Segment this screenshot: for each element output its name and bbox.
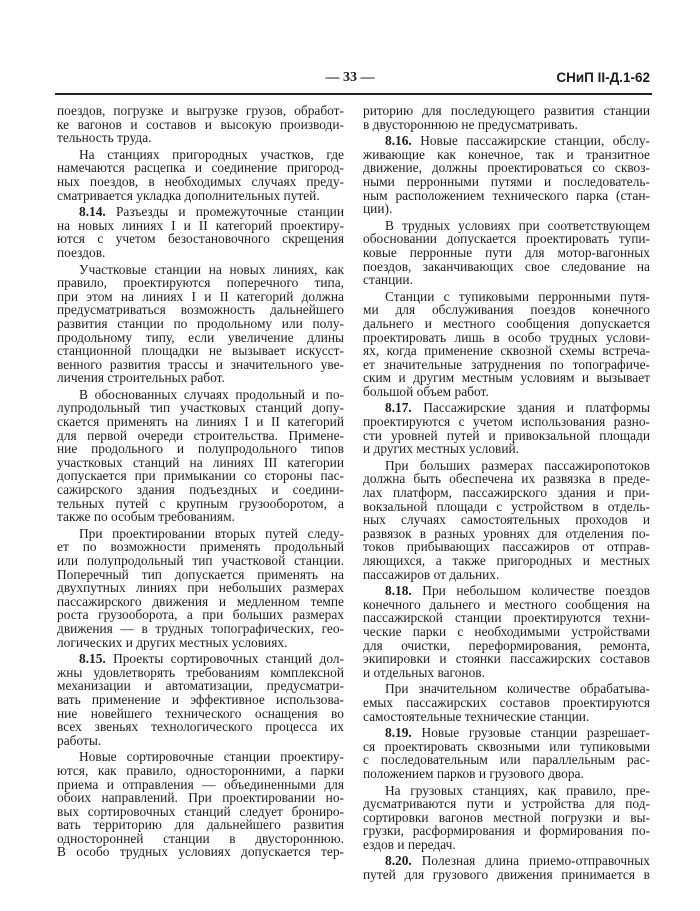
line-text: пассажиров от дальних. — [363, 566, 500, 582]
line-text: ет значительные затруднения по топографиче- — [363, 356, 650, 372]
line-text: ных поездов, в необходимых случаях преду- — [57, 173, 344, 189]
text-line — [57, 636, 344, 650]
line-text: большой объем работ. — [363, 383, 489, 399]
text-line — [363, 797, 650, 811]
section-paragraph — [363, 134, 650, 216]
line-text: ке вагонов и составов и высокую производи- — [57, 116, 344, 132]
text-line — [363, 611, 650, 625]
line-text: Проекты сортировочных станций дол- — [113, 651, 344, 667]
text-line — [57, 358, 344, 372]
line-text: поездов, погрузке и выгрузке грузов, обработ- — [57, 103, 344, 118]
line-text: Новые грузовые станции разрешает- — [421, 725, 650, 741]
line-text: вокзальной площади с устройством в отдель- — [363, 498, 650, 514]
text-line — [57, 442, 344, 456]
text-line — [363, 104, 650, 118]
text-line — [57, 845, 344, 859]
text-line — [363, 358, 650, 372]
text-line — [57, 189, 344, 203]
line-text: для очистки, переформирования, ремонта, — [363, 637, 650, 653]
line-text: обосновании допускается проектировать тупи- — [363, 231, 650, 247]
text-line — [57, 527, 344, 541]
text-line — [57, 317, 344, 331]
line-text: ных случаях самостоятельных проходов и — [363, 512, 650, 528]
paragraph — [363, 459, 650, 581]
section-number: 8.18. — [385, 583, 412, 599]
line-text: вать территорию для дальнейшего развития — [57, 817, 344, 833]
paragraph — [57, 388, 344, 524]
text-line — [57, 246, 344, 260]
line-text: На грузовых станциях, как правило, пре- — [385, 782, 650, 798]
line-text: пассажирского движения и медленном темпе — [57, 593, 344, 609]
text-line — [363, 838, 650, 852]
text-line — [363, 344, 650, 358]
text-line — [363, 682, 650, 696]
text-line — [363, 625, 650, 639]
text-line — [57, 148, 344, 162]
text-line — [363, 246, 650, 260]
page-number: — 33 — — [325, 70, 375, 85]
text-line — [57, 483, 344, 497]
paragraph — [363, 219, 650, 287]
line-text: ными перронными путями и последователь- — [363, 173, 650, 189]
line-text: поездов. — [57, 244, 106, 260]
text-line — [57, 415, 344, 429]
line-text: ми для обслуживания поездов конечного — [363, 302, 650, 318]
text-line — [363, 385, 650, 399]
line-text: ются, как правило, односторонними, а парки — [57, 762, 344, 778]
line-text: самостоятельные технические станции. — [363, 708, 590, 724]
text-line — [57, 175, 344, 189]
text-line — [57, 263, 344, 277]
text-line — [57, 581, 344, 595]
line-text: сортировки вагонов местной погрузки и вы- — [363, 809, 650, 825]
line-text: При значительном количестве обрабатыва- — [385, 681, 650, 697]
section-paragraph — [57, 652, 344, 747]
line-text: при этом на линиях I и II категорий должна — [57, 288, 344, 304]
line-text: ческие парки с необходимыми устройствами — [363, 623, 650, 639]
text-line — [363, 134, 650, 148]
text-line — [363, 652, 650, 666]
line-text: В трудных условиях при соответствующем — [385, 217, 650, 233]
line-text: токов прибывающих пассажиров от отправ- — [363, 539, 650, 555]
line-text: пассажирской станции проектируются техни- — [363, 610, 650, 626]
text-line — [57, 734, 344, 748]
section-number: 8.20. — [385, 853, 412, 869]
text-line — [57, 456, 344, 470]
document-code: СНиП II-Д.1-62 — [556, 70, 650, 85]
text-line — [57, 219, 344, 233]
section-paragraph — [363, 726, 650, 780]
line-text: или полупродольный тип участковой станции. — [57, 553, 344, 568]
header-rule — [55, 93, 652, 95]
text-line — [363, 854, 650, 868]
text-line — [57, 497, 344, 511]
text-line — [57, 652, 344, 666]
text-line — [57, 832, 344, 846]
text-line — [363, 429, 650, 443]
text-line — [363, 598, 650, 612]
text-line — [363, 415, 650, 429]
line-text: Участковые станции на новых линиях, как — [79, 261, 344, 277]
text-line — [363, 666, 650, 680]
line-text: поездов, заканчивающих свое следование на — [363, 258, 650, 274]
line-text: участковых станций на линиях III категории — [57, 454, 344, 470]
paragraph — [57, 527, 344, 649]
text-line — [57, 679, 344, 693]
line-text: намечаются расцепка и соединение пригород- — [57, 160, 344, 176]
text-line — [57, 805, 344, 819]
text-line — [363, 710, 650, 724]
line-text: ях, когда применение сквозной схемы встреча- — [363, 343, 650, 359]
text-line — [363, 554, 650, 568]
line-text: с последовательным или параллельным рас- — [363, 752, 650, 768]
line-text: всех звеньях технологического процесса их — [57, 719, 344, 735]
text-line — [363, 696, 650, 710]
line-text: риторию для последующего развития станции — [363, 103, 650, 118]
line-text: на новых линиях I и II категорий проектиру- — [57, 217, 344, 233]
text-line — [57, 764, 344, 778]
line-text: ся проектировать сквозными или тупиковыми — [363, 738, 650, 754]
line-text: односторонней станции в двустороннюю. — [57, 830, 344, 846]
text-line — [57, 608, 344, 622]
line-text: В особо трудных условиях допускается тер- — [57, 844, 344, 860]
text-line — [363, 513, 650, 527]
text-line — [363, 442, 650, 456]
line-text: венного развития трассы и значительного уве- — [57, 356, 344, 372]
text-line — [363, 811, 650, 825]
text-line — [57, 818, 344, 832]
paragraph — [57, 750, 344, 859]
line-text: сти уровней путей и привокзальной площади — [363, 427, 650, 443]
text-line — [57, 693, 344, 707]
text-line — [57, 232, 344, 246]
line-text: и отдельных вагонов. — [363, 664, 485, 680]
text-line — [363, 784, 650, 798]
line-text: развязок в разных уровнях для отделения по- — [363, 525, 650, 541]
text-line — [57, 371, 344, 385]
text-line — [57, 290, 344, 304]
text-line — [363, 175, 650, 189]
line-text: положением парков и грузового двора. — [363, 765, 584, 781]
text-line — [57, 161, 344, 175]
text-line — [57, 429, 344, 443]
text-line — [57, 131, 344, 145]
line-text: станции. — [363, 272, 413, 288]
line-text: В обоснованных случаях продольный и по- — [79, 386, 344, 402]
line-text: механизации и автоматизации, предусматри- — [57, 678, 344, 694]
line-text: скается применять на линиях I и II категорий — [57, 414, 344, 430]
text-line — [57, 720, 344, 734]
text-line — [363, 472, 650, 486]
text-line — [363, 486, 650, 500]
line-text: приема и отправления — объединенными для — [57, 776, 344, 792]
text-line — [363, 371, 650, 385]
line-text: станционной площадки не вызывает искусст- — [57, 343, 344, 359]
paragraph — [57, 263, 344, 385]
text-line — [57, 568, 344, 582]
text-line — [57, 469, 344, 483]
line-text: движения — в трудных топографических, гео- — [57, 620, 344, 636]
line-text: ние новейшего технического оснащения во — [57, 705, 344, 721]
text-line — [363, 273, 650, 287]
section-number: 8.15. — [79, 651, 106, 667]
line-text: дальнего и местного сообщения допускается — [363, 315, 650, 331]
text-line — [363, 219, 650, 233]
line-text: живающие как конечное, так и транзитное — [363, 146, 650, 162]
text-line — [57, 331, 344, 345]
text-line — [57, 388, 344, 402]
text-line — [363, 500, 650, 514]
text-line — [363, 202, 650, 216]
paragraph — [363, 784, 650, 852]
text-line — [363, 401, 650, 415]
text-line — [363, 584, 650, 598]
text-line — [363, 189, 650, 203]
text-line — [57, 622, 344, 636]
text-line — [363, 459, 650, 473]
text-line — [363, 317, 650, 331]
paragraph — [363, 104, 650, 131]
text-line — [57, 666, 344, 680]
text-line — [363, 118, 650, 132]
text-line — [363, 260, 650, 274]
text-line — [363, 148, 650, 162]
text-line — [363, 726, 650, 740]
text-line — [57, 595, 344, 609]
line-text: обоих направлений. При проектировании но- — [57, 790, 344, 806]
text-line — [57, 118, 344, 132]
line-text: ются с учетом безостановочного скрещения — [57, 231, 344, 247]
line-text: При небольшом количестве поездов — [422, 583, 650, 599]
text-line — [57, 510, 344, 524]
line-text: должна быть обеспечена их развязка в преде- — [363, 471, 650, 487]
line-text: грузки, расформирования и формирования по- — [363, 823, 650, 839]
line-text: лах платформ, пассажирского здания и при- — [363, 485, 650, 501]
line-text: сажирского здания подъездных и соедини- — [57, 482, 344, 498]
line-text: и других местных условий. — [363, 441, 520, 457]
section-paragraph — [363, 401, 650, 455]
line-text: ным расположением технического парка (стан- — [363, 187, 650, 203]
section-number: 8.16. — [385, 133, 412, 149]
line-text: жны удовлетворять требованиям комплексной — [57, 664, 344, 680]
line-text: также по особым требованиям. — [57, 509, 235, 525]
line-text: Пассажирские здания и платформы — [423, 400, 650, 416]
line-text: конечного дальнего и местного сообщения на — [363, 596, 650, 612]
line-text: ездов и передач. — [363, 836, 456, 852]
section-paragraph — [57, 205, 344, 259]
line-text: движение, должны проектироваться со сквоз- — [363, 160, 650, 176]
line-text: Разъезды и промежуточные станции — [115, 204, 344, 220]
section-paragraph — [363, 584, 650, 679]
line-text: путей для грузового движения принимается в — [363, 867, 650, 883]
line-text: для первой очереди строительства. Примене- — [57, 427, 344, 443]
text-line — [57, 540, 344, 554]
text-line — [57, 554, 344, 568]
text-line — [57, 104, 344, 118]
paragraph — [57, 148, 344, 202]
line-text: дусматриваются пути и устройства для под- — [363, 796, 650, 812]
left-column — [57, 104, 344, 862]
line-text: личения строительных работ. — [57, 370, 225, 386]
line-text: продольному типу, если увеличение длины — [57, 329, 344, 345]
line-text: предусматриваться возможность дальнейшего — [57, 302, 344, 318]
line-text: При проектировании вторых путей следу- — [79, 525, 344, 541]
line-text: развития станции по продольному или полу- — [57, 315, 344, 331]
text-line — [363, 161, 650, 175]
line-text: вать применение и эффективное использова- — [57, 691, 344, 707]
text-line — [363, 527, 650, 541]
line-text: допускается при примыкании со стороны пас- — [57, 468, 344, 484]
section-number: 8.17. — [385, 400, 412, 416]
text-line — [57, 791, 344, 805]
text-line — [57, 750, 344, 764]
text-line — [363, 824, 650, 838]
line-text: двухпутных линиях при небольших размерах — [57, 580, 344, 596]
paragraph — [363, 290, 650, 399]
line-text: проектируются с учетом использования разно- — [363, 414, 650, 430]
line-text: При больших размерах пассажиропотоков — [385, 457, 650, 473]
text-line — [57, 344, 344, 358]
line-text: лупродольный тип участковых станций допу- — [57, 400, 344, 416]
section-number: 8.19. — [385, 725, 412, 741]
line-text: Новые сортировочные станции проектиру- — [79, 749, 344, 765]
text-line — [363, 540, 650, 554]
right-column — [363, 104, 650, 885]
line-text: ляющихся, а также пригородных и местных — [363, 553, 650, 568]
text-line — [57, 276, 344, 290]
line-text: проектировать лишь в особо трудных услови- — [363, 329, 650, 345]
line-text: ским и другим местным условиям и вызывает — [363, 370, 650, 386]
paragraph — [57, 104, 344, 145]
line-text: ет по возможности применять продольный — [57, 539, 344, 555]
section-number: 8.14. — [79, 204, 106, 220]
line-text: ции). — [363, 201, 393, 217]
text-line — [363, 568, 650, 582]
line-text: экипировки и стоянки пассажирских составов — [363, 651, 650, 667]
line-text: вых сортировочных станций следует брониро- — [57, 803, 344, 819]
section-paragraph — [363, 854, 650, 881]
text-line — [57, 778, 344, 792]
line-text: ковые перронные пути для мотор-вагонных — [363, 244, 650, 260]
line-text: На станциях пригородных участков, где — [79, 146, 344, 162]
text-line — [363, 740, 650, 754]
text-line — [57, 401, 344, 415]
line-text: тельность труда. — [57, 130, 152, 146]
text-line — [363, 868, 650, 882]
line-text: роста грузооборота, а при больших размерах — [57, 607, 344, 623]
text-line — [57, 205, 344, 219]
line-text: правило, проектируются поперечного типа, — [57, 275, 344, 291]
line-text: ние продольного и полупродольного типов — [57, 441, 344, 457]
text-line — [363, 753, 650, 767]
line-text: сматривается укладка дополнительных путей. — [57, 187, 320, 203]
line-text: тельных путей с крупным грузооборотом, а — [57, 495, 344, 511]
line-text: логических и других местных условиях. — [57, 634, 288, 650]
text-line — [363, 639, 650, 653]
line-text: в двустороннюю не предусматривать. — [363, 116, 578, 132]
line-text: Поперечный тип допускается применять на — [57, 566, 344, 582]
line-text: Станции с тупиковыми перронными путя- — [385, 288, 650, 304]
line-text: Новые пассажирские станции, обслу- — [420, 133, 650, 149]
text-line — [363, 290, 650, 304]
text-line — [57, 303, 344, 317]
line-text: Полезная длина приемо-отправочных — [421, 853, 650, 869]
paragraph — [363, 682, 650, 723]
text-line — [363, 303, 650, 317]
text-line — [363, 331, 650, 345]
text-line — [57, 707, 344, 721]
line-text: работы. — [57, 732, 102, 748]
line-text: емых пассажирских составов проектируются — [363, 694, 650, 710]
text-line — [363, 767, 650, 781]
text-line — [363, 232, 650, 246]
